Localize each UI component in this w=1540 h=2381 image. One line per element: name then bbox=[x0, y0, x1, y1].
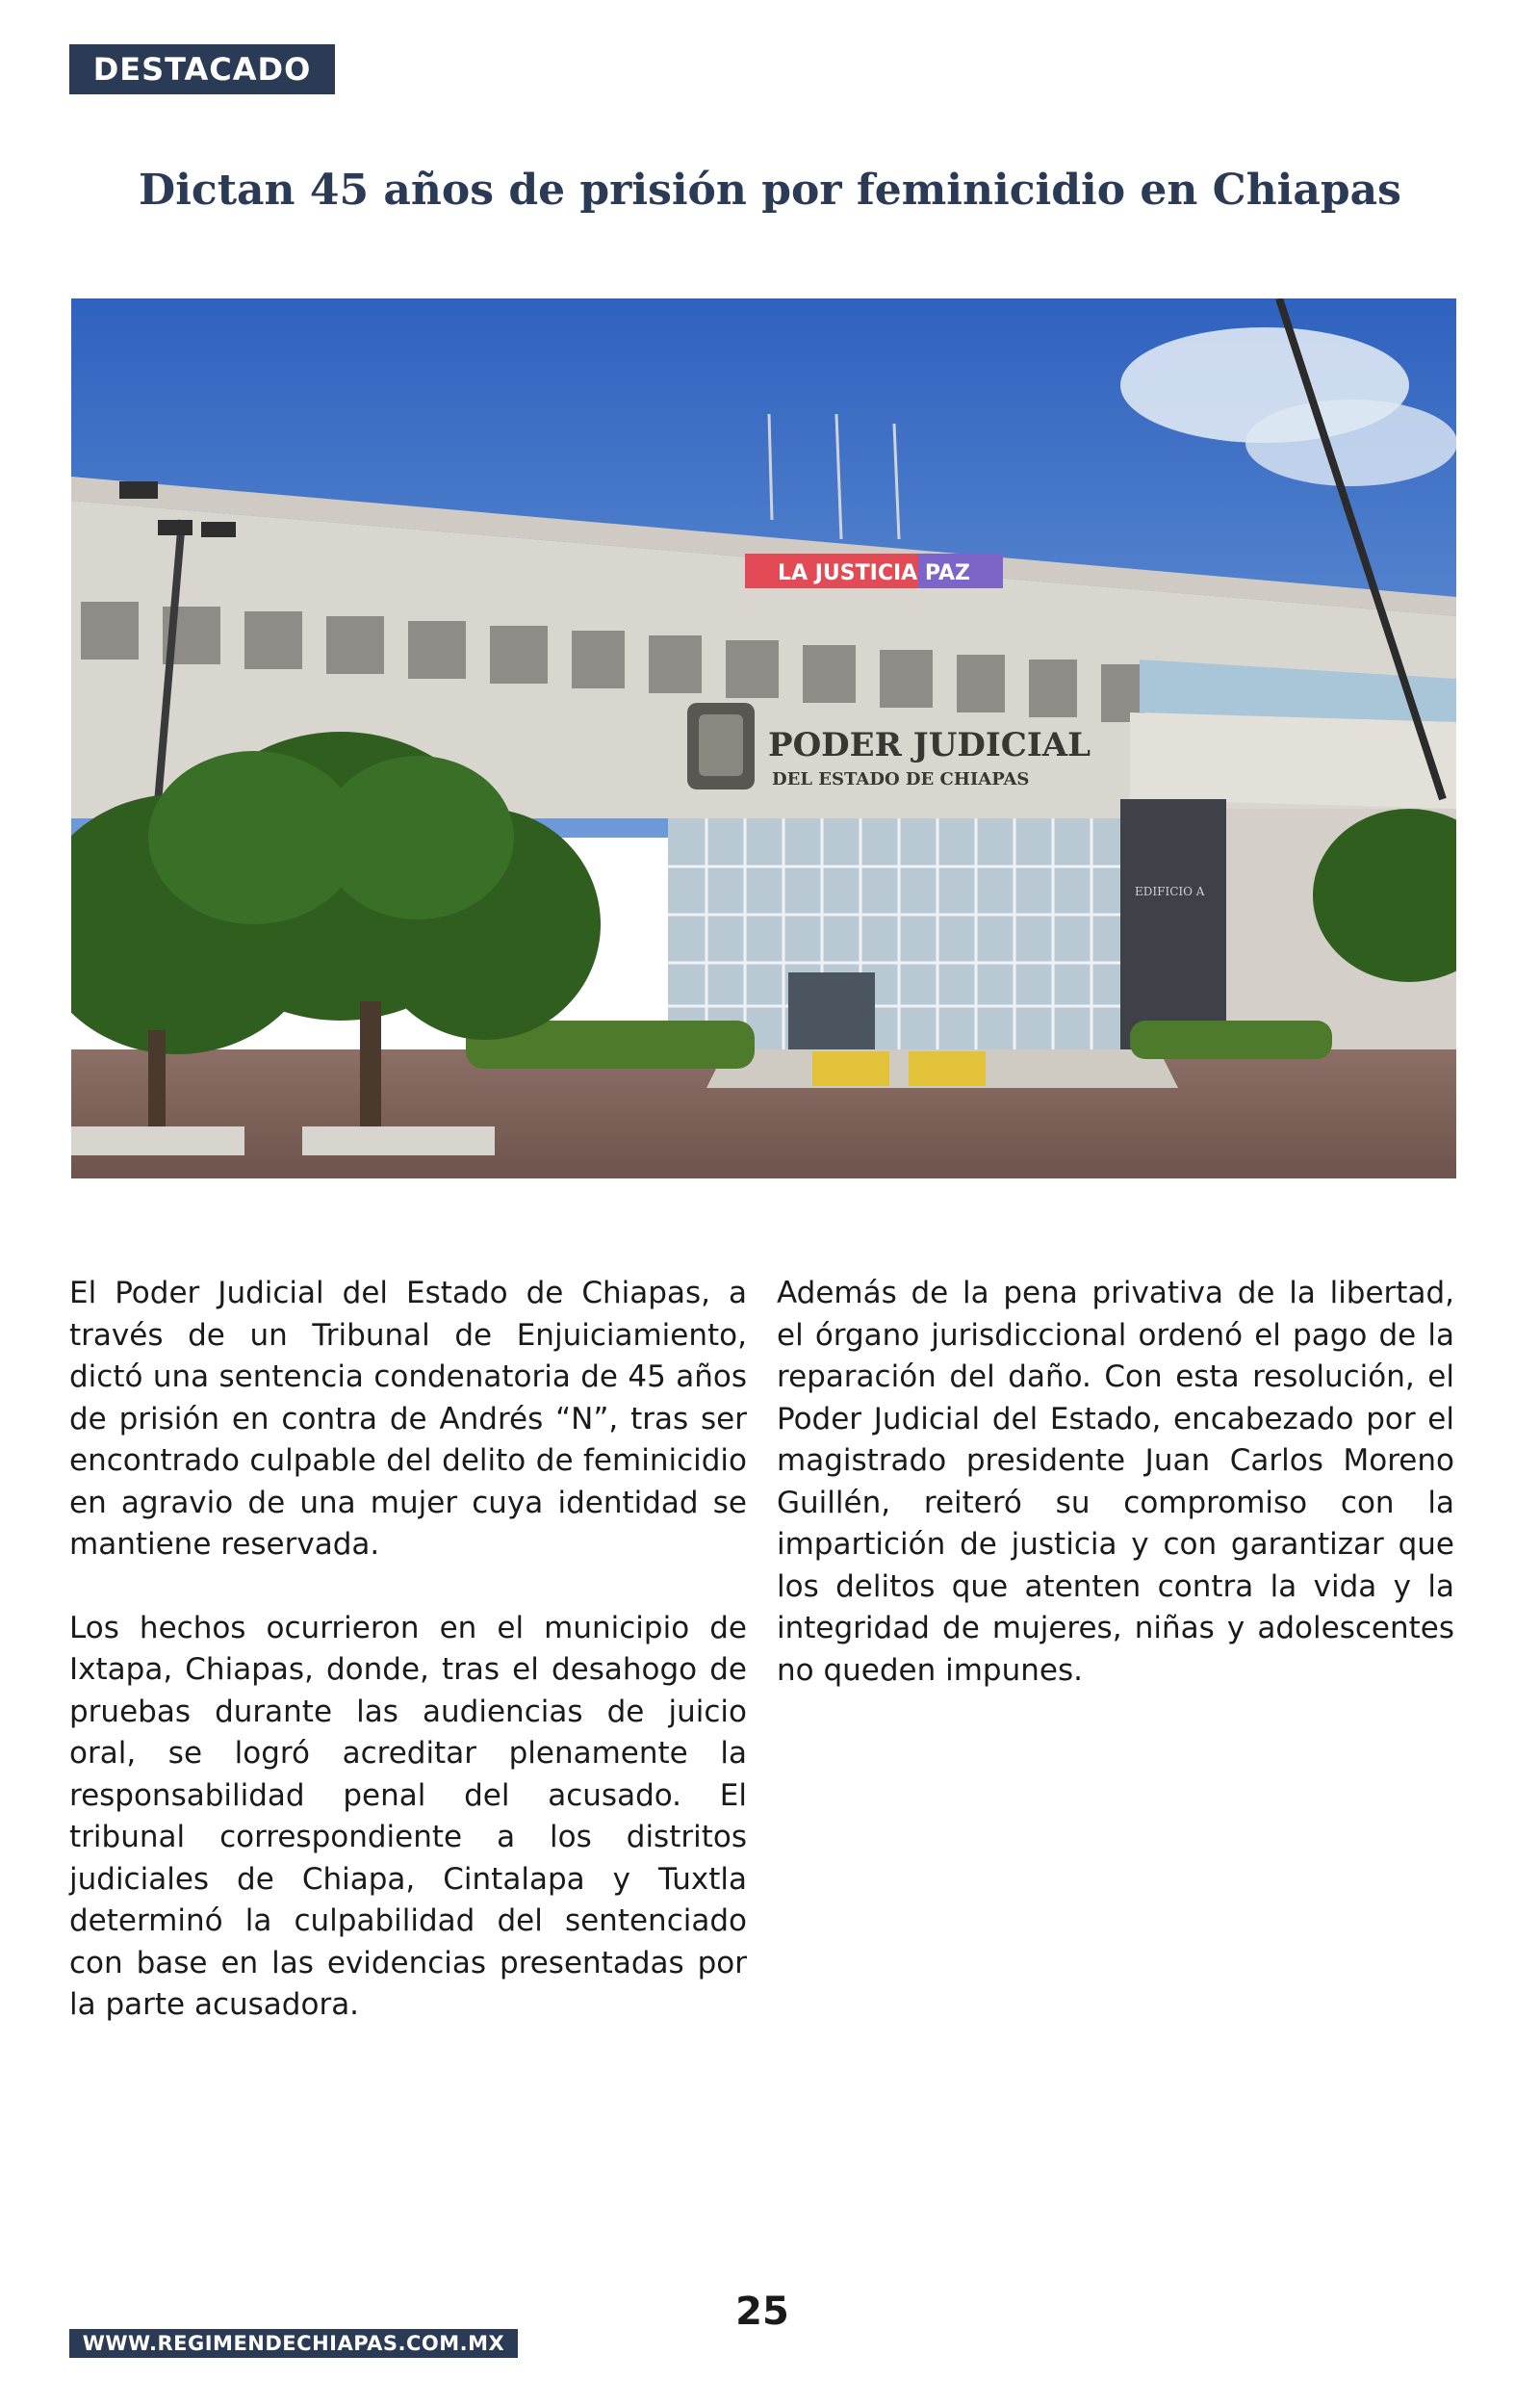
page-number: 25 bbox=[735, 2290, 789, 2334]
article-paragraph: Los hechos ocurrieron en el municipio de Ixtapa, Chiapas, donde, tras el desahogo de pruebas durante las audiencias de juicio oral, se logró acreditar plenamente la responsabilidad penal del acusado. El tribunal correspondiente a los distritos judiciales de Chiapa, Cintalapa y Tuxtla determinó la culpabilidad del sentenciado con base en las evidencias presentadas por la parte acusadora. bbox=[69, 1610, 747, 2022]
sign-line-1: PODER JUDICIAL bbox=[768, 726, 1091, 764]
hedge bbox=[1130, 1021, 1332, 1059]
cloud bbox=[1245, 400, 1456, 486]
article-paragraph: Además de la pena privativa de la libertad, el órgano jurisdiccional ordenó el pago de la reparación del daño. Con esta resolución, el Poder Judicial del Estado, encabezado por el magistrado presidente Juan Carlos Moreno Guillén, reiteró su compromiso con la impartición de justicia y con garantizar que los delitos que atenten contra la vida y la integridad de mujeres, niñas y adolescentes no queden impunes. bbox=[777, 1276, 1454, 1688]
sign-line-2: DEL ESTADO DE CHIAPAS bbox=[772, 769, 1030, 789]
facade-column bbox=[1120, 799, 1226, 1059]
footer-website-link[interactable]: WWW.REGIMENDECHIAPAS.COM.MX bbox=[69, 2329, 518, 2358]
article-column-left bbox=[69, 1273, 747, 2068]
article-photo bbox=[71, 298, 1456, 1178]
section-tag: DESTACADO bbox=[69, 44, 335, 94]
article-paragraph: El Poder Judicial del Estado de Chiapas, a través de un Tribunal de Enjuiciamiento, dictó una sentencia condenatoria de 45 años de prisión en contra de Andrés “N”, tras ser encontrado culpable del delito de feminicidio en agravio de una mujer cuya identidad se mantiene reservada. bbox=[69, 1276, 747, 1562]
entrance-door bbox=[788, 972, 875, 1049]
building-photo bbox=[71, 298, 1456, 1178]
article-headline: Dictan 45 años de prisión por feminicidio en Chiapas bbox=[139, 166, 1401, 215]
banner-text: LA JUSTICIA PAZ bbox=[778, 561, 970, 585]
article-column-right bbox=[777, 1273, 1454, 1733]
wing-label: EDIFICIO A bbox=[1135, 885, 1205, 898]
